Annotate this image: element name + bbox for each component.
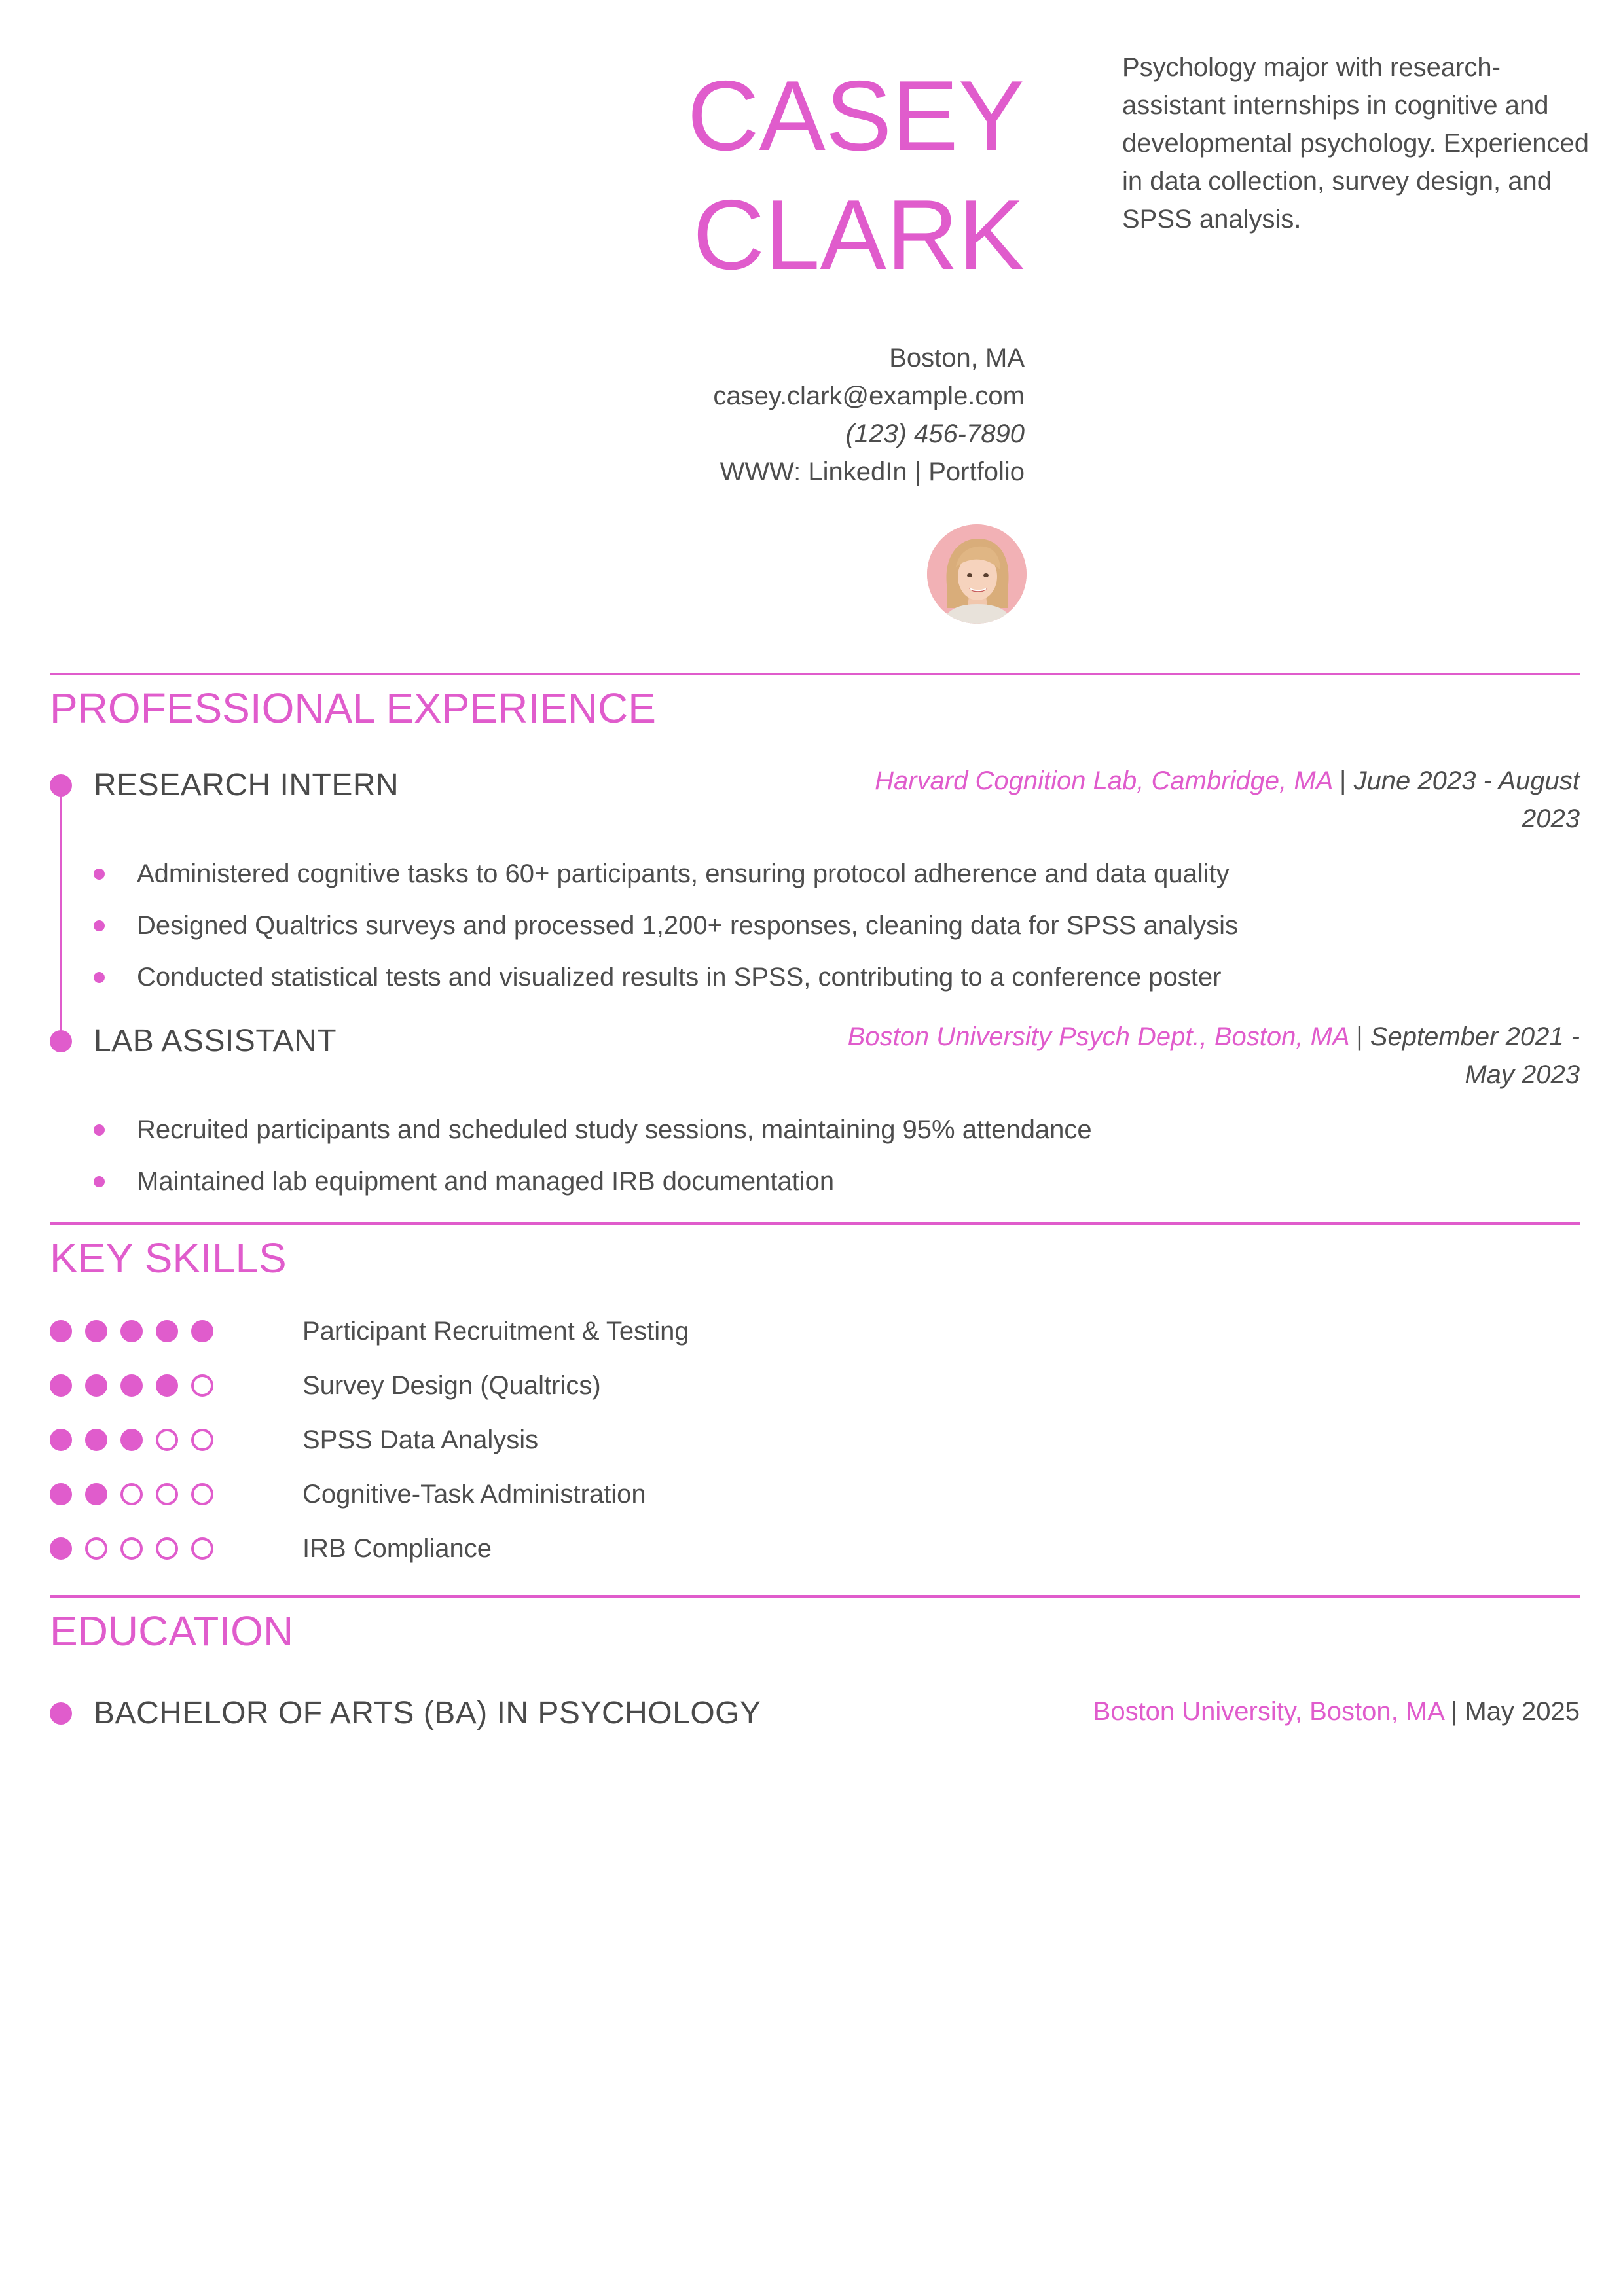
rating-filled-icon [50,1320,72,1342]
skill-name: Participant Recruitment & Testing [302,1317,689,1346]
education-meta [860,1693,1580,1731]
rating-empty-icon [120,1483,143,1505]
profile-summary: Psychology major with research-assistant internships in cognitive and developmental psychology. Experienced in data collection, survey design, and SPSS analysis. [1122,53,1590,234]
list-item: Conducted statistical tests and visualized results in SPSS, contributing to a conference poster [94,952,1238,1003]
experience-timeline [60,785,62,1041]
job-dates: September 2021 - May 2023 [1370,1022,1580,1089]
rating-filled-icon [156,1320,178,1342]
rating-empty-icon [191,1374,213,1397]
rating-filled-icon [50,1537,72,1560]
portfolio-link[interactable]: Portfolio [928,457,1025,486]
linkedin-link[interactable]: LinkedIn [808,457,907,486]
skill-name: IRB Compliance [302,1534,492,1563]
contact-email[interactable]: casey.clark@example.com [713,382,1025,410]
education-separator: | [1450,1697,1458,1726]
rating-filled-icon [191,1320,213,1342]
list-item: Designed Qualtrics surveys and processed 1,200+ responses, cleaning data for SPSS analysis [94,900,1238,952]
list-item: Maintained lab equipment and managed IRB documentation [94,1156,1092,1208]
avatar-photo-icon [927,524,1027,624]
job-meta-separator: | [1356,1022,1363,1051]
rating-empty-icon [156,1483,178,1505]
rating-filled-icon [156,1374,178,1397]
rating-filled-icon [120,1320,143,1342]
skill-name: Survey Design (Qualtrics) [302,1371,601,1400]
job-meta [827,1018,1580,1094]
rating-filled-icon [50,1483,72,1505]
rating-filled-icon [85,1320,107,1342]
rating-empty-icon [156,1537,178,1560]
education-heading: EDUCATION [50,1607,294,1655]
job-meta-separator: | [1340,766,1347,795]
graduation-date: May 2025 [1465,1697,1580,1726]
job-title: LAB ASSISTANT [94,1024,337,1058]
degree-title: BACHELOR OF ARTS (BA) IN PSYCHOLOGY [94,1696,761,1731]
bullet-icon [94,1176,105,1187]
job-organization: Boston University Psych Dept., Boston, MA [847,1022,1349,1051]
rating-filled-icon [50,1429,72,1451]
section-divider-experience [50,673,1580,675]
contact-phone[interactable]: (123) 456-7890 [845,420,1025,448]
rating-filled-icon [85,1374,107,1397]
section-divider-education [50,1595,1580,1598]
rating-filled-icon [85,1429,107,1451]
skill-name: SPSS Data Analysis [302,1426,539,1454]
skills-heading: KEY SKILLS [50,1234,287,1282]
job-meta [827,762,1580,838]
contact-web [589,453,1025,491]
job-organization: Harvard Cognition Lab, Cambridge, MA [875,766,1332,795]
first-name: CASEY [687,60,1025,171]
contact-block [589,339,1025,491]
avatar [927,524,1027,624]
bullet-icon [94,920,105,931]
skill-name: Cognitive-Task Administration [302,1480,646,1509]
experience-heading: PROFESSIONAL EXPERIENCE [50,685,656,732]
candidate-name [589,56,1025,295]
list-item: Recruited participants and scheduled study sessions, maintaining 95% attendance [94,1104,1092,1156]
job-dates: June 2023 - August 2023 [1353,766,1580,833]
timeline-dot [50,1030,72,1052]
rating-empty-icon [156,1429,178,1451]
web-separator: | [914,457,922,486]
timeline-dot [50,1702,72,1725]
rating-empty-icon [191,1483,213,1505]
last-name: CLARK [693,179,1025,291]
contact-location: Boston, MA [889,344,1025,372]
rating-filled-icon [50,1374,72,1397]
web-prefix: WWW: [720,457,801,486]
rating-empty-icon [85,1537,107,1560]
school-name: Boston University, Boston, MA [1093,1697,1444,1726]
job-bullets [94,1104,1092,1208]
rating-filled-icon [85,1483,107,1505]
bullet-icon [94,1124,105,1136]
bullet-icon [94,869,105,880]
rating-empty-icon [191,1429,213,1451]
bullet-icon [94,972,105,983]
rating-empty-icon [120,1537,143,1560]
list-item: Administered cognitive tasks to 60+ participants, ensuring protocol adherence and data quality [94,848,1238,900]
rating-filled-icon [120,1429,143,1451]
rating-filled-icon [120,1374,143,1397]
section-divider-skills [50,1222,1580,1225]
timeline-dot [50,774,72,797]
job-title: RESEARCH INTERN [94,768,399,802]
job-bullets [94,848,1238,1003]
rating-empty-icon [191,1537,213,1560]
